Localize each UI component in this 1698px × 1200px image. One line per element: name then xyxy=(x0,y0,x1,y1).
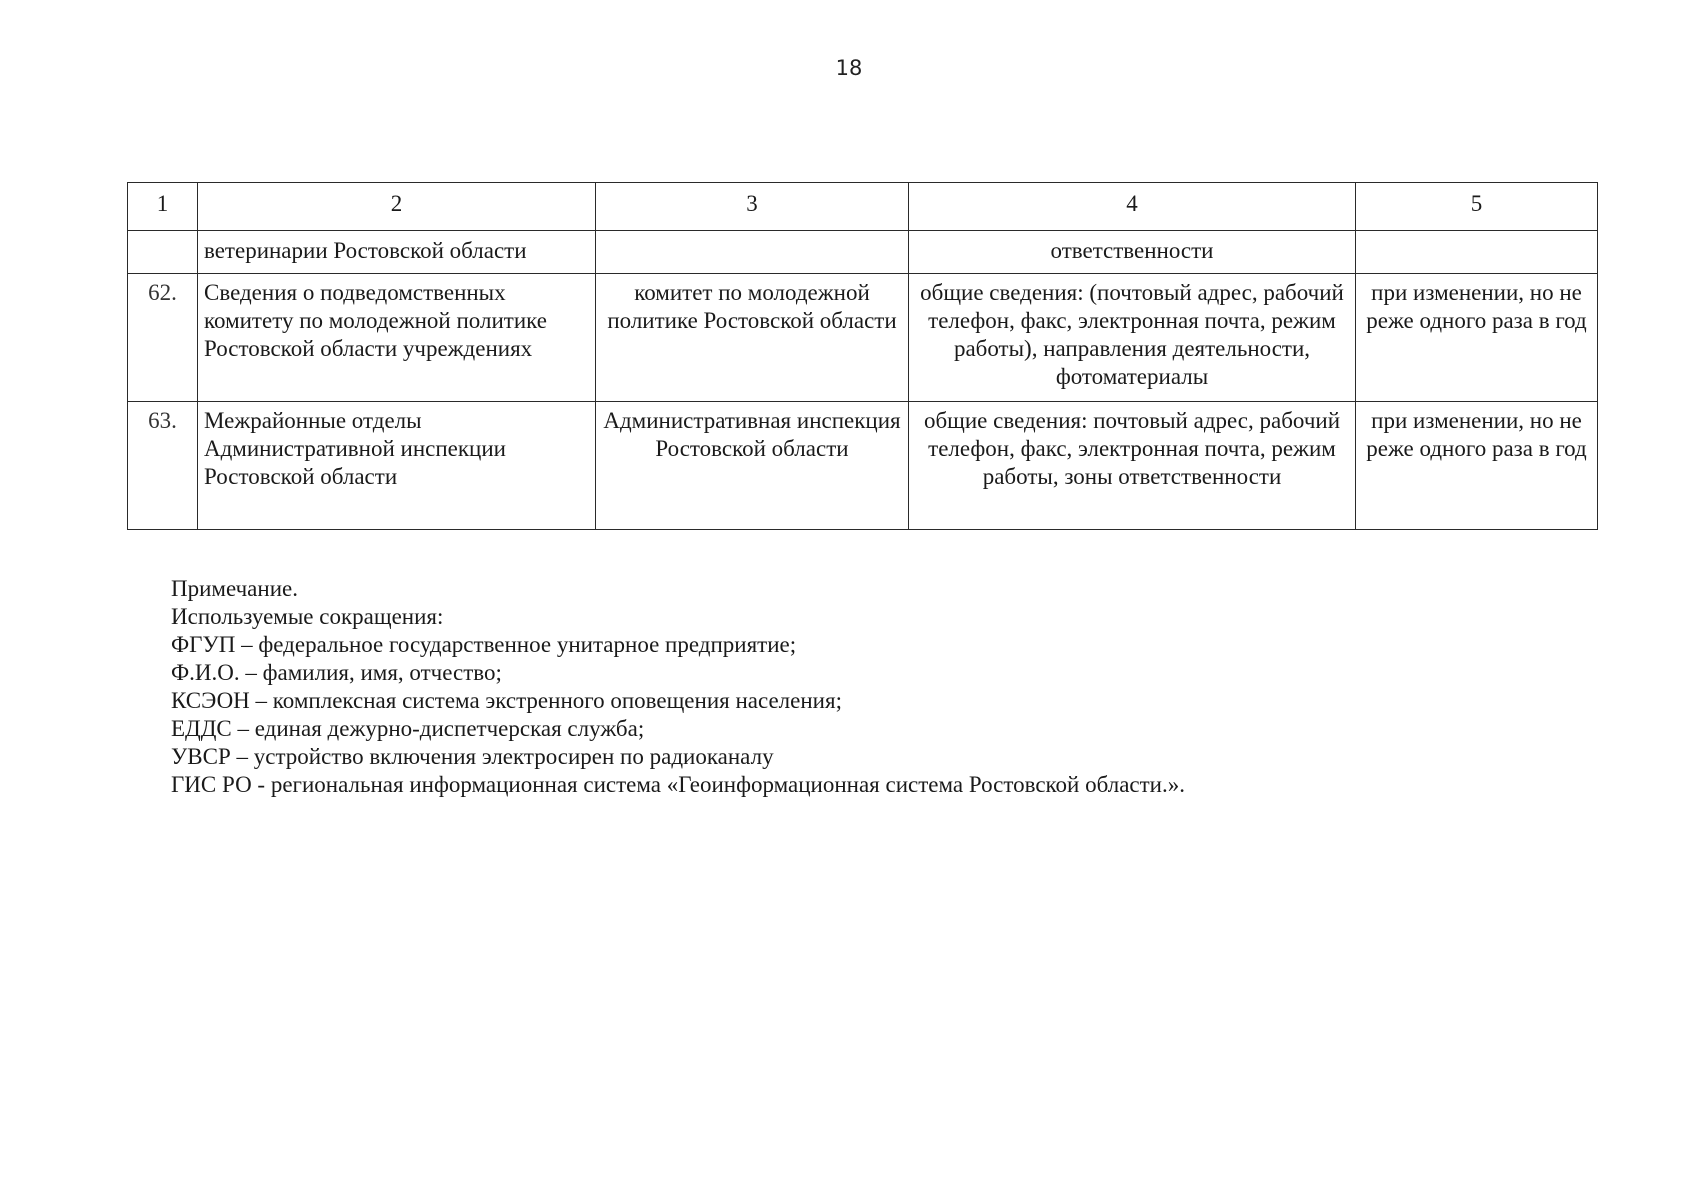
content-cell: общие сведения: (почтовый адрес, рабочий телефон, факс, электронная почта, режим работы), направления деятельности, фотоматериалы xyxy=(909,274,1356,402)
info-name-cell: ветеринарии Ростовской области xyxy=(198,231,596,274)
abbreviation-item: КСЭОН – комплексная система экстренного оповещения населения; xyxy=(171,688,842,713)
notes-title: Примечание. xyxy=(171,576,298,601)
table-row-continuation xyxy=(128,231,1598,274)
responsible-cell: Административная инспекция Ростовской области xyxy=(596,402,909,530)
responsible-cell: комитет по молодежной политике Ростовской области xyxy=(596,274,909,402)
row-number-cell: 63. xyxy=(128,402,198,530)
header-cell: 3 xyxy=(596,183,909,231)
abbreviation-item: УВСР – устройство включения электросирен по радиоканалу xyxy=(171,744,774,769)
row-number-cell: 62. xyxy=(128,274,198,402)
info-name-cell: Межрайонные отделы Административной инспекции Ростовской области xyxy=(198,402,596,530)
abbreviation-item: ФГУП – федеральное государственное унитарное предприятие; xyxy=(171,632,797,657)
header-cell: 1 xyxy=(128,183,198,231)
table-row xyxy=(128,402,1598,530)
table-row xyxy=(128,274,1598,402)
notes-section xyxy=(171,575,1531,799)
data-table xyxy=(127,182,1598,530)
info-name-cell: Сведения о подведомственных комитету по молодежной политике Ростовской области учреждениях xyxy=(198,274,596,402)
row-number-cell xyxy=(128,231,198,274)
abbreviation-item: ГИС РО - региональная информационная система «Геоинформационная система Ростовской области.». xyxy=(171,772,1185,797)
header-cell: 5 xyxy=(1356,183,1598,231)
page-number: 18 xyxy=(835,56,863,80)
frequency-cell xyxy=(1356,231,1598,274)
content-cell: ответственности xyxy=(909,231,1356,274)
content-cell: общие сведения: почтовый адрес, рабочий телефон, факс, электронная почта, режим работы, зоны ответственности xyxy=(909,402,1356,530)
table-header-row xyxy=(128,183,1598,231)
notes-subtitle: Используемые сокращения: xyxy=(171,604,444,629)
frequency-cell: при изменении, но не реже одного раза в год xyxy=(1356,402,1598,530)
frequency-cell: при изменении, но не реже одного раза в год xyxy=(1356,274,1598,402)
abbreviation-item: Ф.И.О. – фамилия, имя, отчество; xyxy=(171,660,502,685)
responsible-cell xyxy=(596,231,909,274)
header-cell: 2 xyxy=(198,183,596,231)
abbreviation-item: ЕДДС – единая дежурно-диспетчерская служба; xyxy=(171,716,645,741)
header-cell: 4 xyxy=(909,183,1356,231)
